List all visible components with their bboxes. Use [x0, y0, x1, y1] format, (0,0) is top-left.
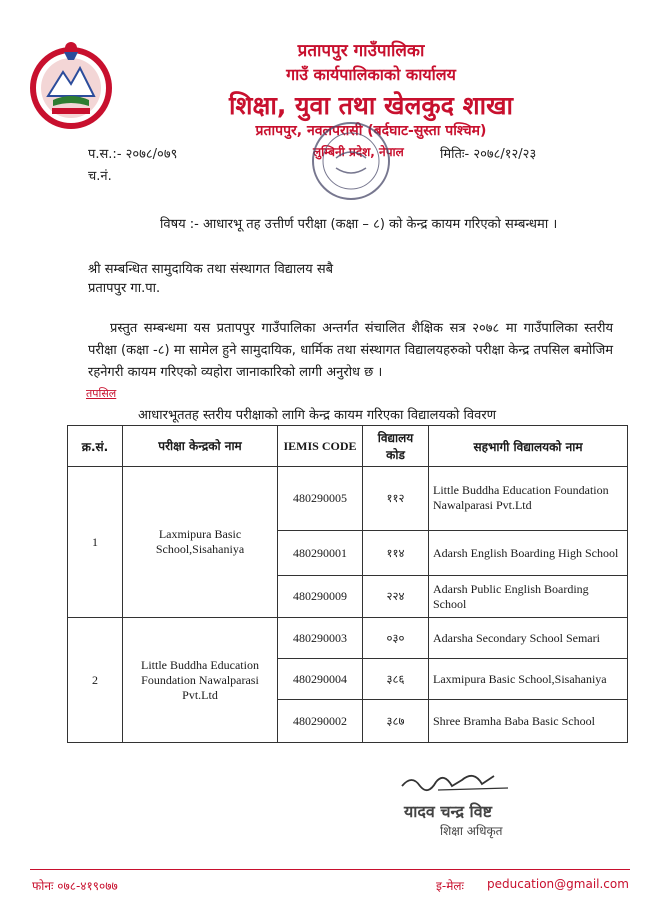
iemis-code: 480290009 — [278, 576, 363, 618]
school-code: ०३० — [363, 618, 429, 659]
school-code: ११४ — [363, 530, 429, 576]
iemis-code: 480290003 — [278, 618, 363, 659]
schedule-label: तपसिल — [86, 387, 117, 400]
signatory-name: यादव चन्द्र विष्ट — [404, 802, 492, 821]
header-participant: सहभागी विद्यालयको नाम — [429, 426, 628, 467]
group-2-center: Little Buddha Education Foundation Nawalparasi Pvt.Ltd — [123, 618, 278, 743]
iemis-code: 480290002 — [278, 700, 363, 743]
header-sn: क्र.सं. — [68, 426, 123, 467]
participant-school: Adarsh Public English Boarding School — [429, 576, 628, 618]
table-header-row — [68, 426, 628, 467]
participant-school: Adarsh English Boarding High School — [429, 530, 628, 576]
office-stamp-icon — [308, 118, 394, 204]
municipality-name: प्रतापपुर गाउँपालिका — [297, 41, 425, 61]
footer-email-label: इ-मेलः — [436, 879, 464, 893]
school-code: ११२ — [363, 467, 429, 531]
letter-body: प्रस्तुत सम्बन्धमा यस प्रतापपुर गाउँपालिका अन्तर्गत संचालित शैक्षिक सत्र २०७८ मा गाउँपालिका स्तरीय परीक्षा (कक्षा -८) मा सामेल हुने सामुदायिक, धार्मिक तथा संस्थागत विद्यालयहरुको परीक्षा केन्द्र तपसिल बमोजिम रहनेगरी कायम गरिएको व्यहोरा जानाकारिको लागी अनुरोध छ । — [88, 321, 613, 380]
exam-center-table — [67, 425, 628, 743]
iemis-code: 480290005 — [278, 467, 363, 531]
office-address: प्रतापपुर, नवलपरासी (बर्दघाट-सुस्ता पश्चिम) — [255, 123, 487, 139]
signature-icon — [398, 766, 518, 800]
group-2-sn: 2 — [68, 618, 123, 743]
dispatch-number: च.नं. — [88, 169, 112, 184]
participant-school: Laxmipura Basic School,Sisahaniya — [429, 659, 628, 700]
signatory-title: शिक्षा अधिकृत — [440, 824, 503, 838]
header-code: विद्यालय कोड — [363, 426, 429, 467]
reference-number: प.स.:- २०७८/०७९ — [88, 147, 178, 162]
participant-school: Shree Bramha Baba Basic School — [429, 700, 628, 743]
school-code: ३८६ — [363, 659, 429, 700]
province-name: लुम्बिनी प्रदेश, नेपाल — [313, 145, 404, 159]
footer-email-link[interactable]: peducation@gmail.com — [487, 877, 629, 891]
header-center: परीक्षा केन्द्रको नाम — [123, 426, 278, 467]
iemis-code: 480290004 — [278, 659, 363, 700]
letter-date: मितिः- २०७८/१२/२३ — [440, 147, 537, 162]
participant-school: Little Buddha Education Foundation Nawalparasi Pvt.Ltd — [429, 467, 628, 531]
office-name: गाउँ कार्यपालिकाको कार्यालय — [286, 65, 456, 84]
table-row — [68, 618, 628, 659]
participant-school: Adarsha Secondary School Semari — [429, 618, 628, 659]
branch-name: शिक्षा, युवा तथा खेलकुद शाखा — [228, 91, 514, 120]
school-code: ३८७ — [363, 700, 429, 743]
table-title: आधारभूततह स्तरीय परीक्षाको लागि केन्द्र कायम गरिएका विद्यालयको विवरण — [138, 408, 497, 423]
group-1-sn: 1 — [68, 467, 123, 618]
recipient-line-1: श्री सम्बन्धित सामुदायिक तथा संस्थागत विद्यालय सबै — [88, 262, 334, 277]
table-row — [68, 467, 628, 531]
footer-divider — [30, 869, 630, 870]
iemis-code: 480290001 — [278, 530, 363, 576]
letter-subject: विषय :- आधारभू तह उत्तीर्ण परीक्षा (कक्षा – ८) को केन्द्र कायम गरिएको सम्बन्धमा । — [160, 217, 558, 232]
school-code: २२४ — [363, 576, 429, 618]
recipient-line-2: प्रतापपुर गा.पा. — [88, 281, 161, 296]
header-iemis: IEMIS CODE — [278, 426, 363, 467]
footer-phone: फोनः ०७८-४१९०७७ — [32, 879, 118, 893]
group-1-center: Laxmipura Basic School,Sisahaniya — [123, 467, 278, 618]
